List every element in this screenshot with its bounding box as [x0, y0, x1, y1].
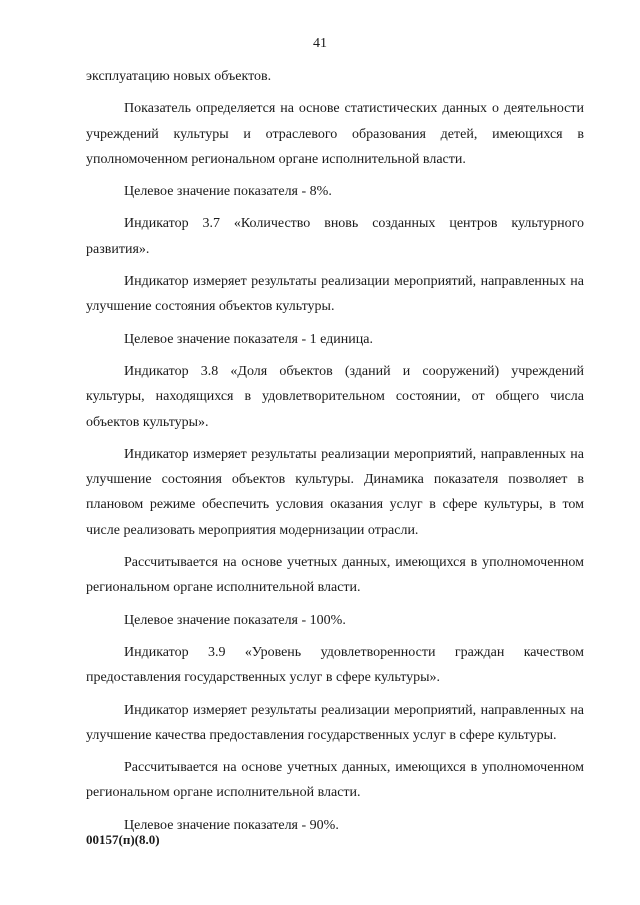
paragraph: Индикатор 3.9 «Уровень удовлетворенности граждан качеством предоставления государственных услуг в сфере культуры».: [86, 644, 584, 686]
paragraph: Индикатор 3.8 «Доля объектов (зданий и сооружений) учреждений культуры, находящихся в удовлетворительном состоянии, от общего числа объектов культуры».: [86, 363, 584, 430]
paragraph: Рассчитывается на основе учетных данных, имеющихся в уполномоченном региональном органе исполнительной власти.: [86, 555, 584, 596]
paragraph: Индикатор измеряет результаты реализации мероприятий, направленных на улучшение состояния объектов культуры.: [86, 274, 584, 315]
paragraph: Целевое значение показателя - 1 единица.: [124, 331, 373, 347]
paragraph: Индикатор измеряет результаты реализации мероприятий, направленных на улучшение состояния объектов культуры. Динамика показателя позволяет в плановом режиме обеспечить условия оказания услуг в сфере культуры, в том числе реализовать мероприятия модернизации отрасли.: [86, 446, 584, 538]
paragraph: Целевое значение показателя - 90%.: [124, 817, 339, 833]
page-number: 41: [313, 36, 327, 51]
paragraph: Целевое значение показателя - 8%.: [124, 184, 332, 200]
paragraph: Индикатор 3.7 «Количество вновь созданных центров культурного развития».: [86, 216, 584, 257]
document-code: 00157(п)(8.0): [86, 832, 160, 847]
paragraph: эксплуатацию новых объектов.: [86, 69, 272, 84]
document-body: [86, 64, 584, 845]
paragraph: Индикатор измеряет результаты реализации мероприятий, направленных на улучшение качества предоставления государственных услуг в сфере культуры.: [86, 702, 584, 743]
paragraph: Показатель определяется на основе статистических данных о деятельности учреждений культуры и отраслевого образования детей, имеющихся в уполномоченном региональном органе исполнительной власти.: [86, 101, 584, 167]
paragraph: Целевое значение показателя - 100%.: [124, 612, 346, 628]
paragraph: Рассчитывается на основе учетных данных, имеющихся в уполномоченном региональном органе исполнительной власти.: [86, 760, 584, 801]
